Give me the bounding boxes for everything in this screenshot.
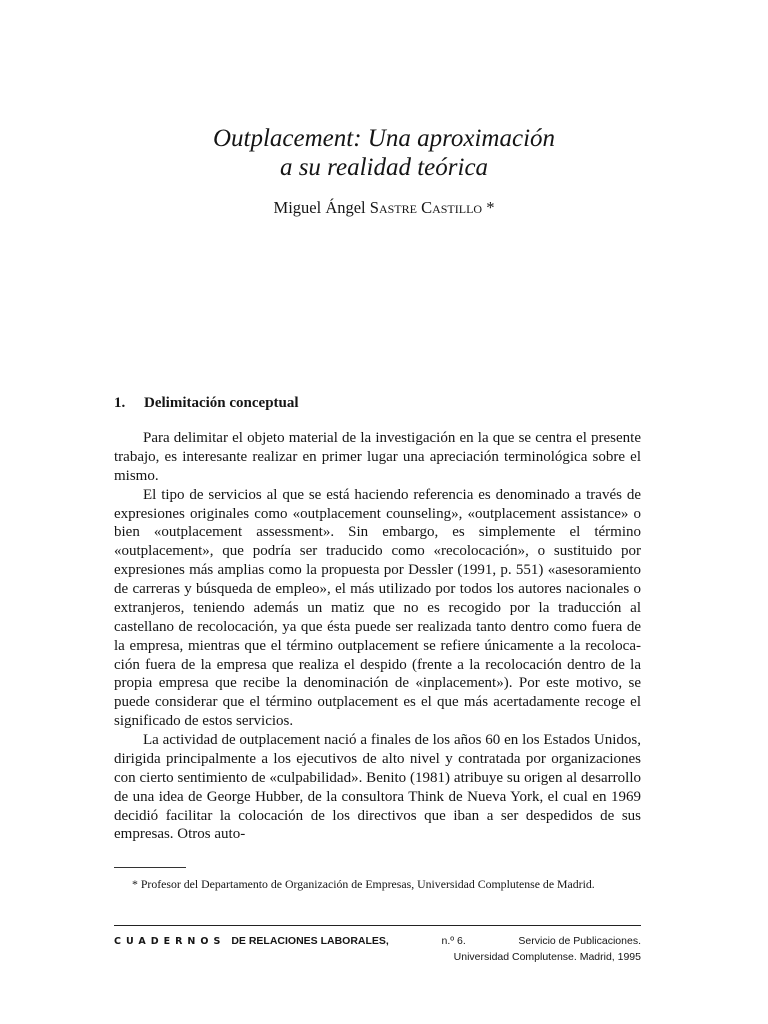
author-footnote-mark: * — [482, 198, 495, 217]
journal-issue: n.º 6. — [441, 935, 466, 947]
journal-series: DE RELACIONES LABORALES, — [231, 935, 389, 947]
footnote-mark: * — [132, 877, 138, 891]
article-title — [0, 124, 768, 182]
footer-divider — [114, 925, 641, 926]
page-footer — [114, 934, 641, 965]
body-text — [114, 429, 641, 844]
section-title: Delimitación conceptual — [144, 395, 299, 411]
body-paragraph: Para delimitar el objeto material de la investigación en la que se centra el presente trabajo, es interesante realizar en primer lugar una apreciación terminológica sobre el mismo. — [114, 430, 641, 484]
footnote-divider — [114, 867, 186, 868]
author-surname: Sastre Castillo — [369, 198, 483, 217]
journal-brand-logo: CUADERNOS — [114, 936, 226, 947]
article-title-line-1: Outplacement: Una aproximación — [212, 125, 556, 152]
section-number: 1. — [114, 395, 126, 411]
body-paragraph: El tipo de servicios al que se está haciendo referencia es denominado a través de expresiones originales como «outplacement counseling», «outplacement assistance» o bien «outplacement assessment». Sin embargo, es simplemente el término «outplacement», que podría ser traducido como «recolocación», o sustituido por expresiones más amplias como la propuesta por Dessler (1991, p. 551) «asesoramiento de carreras y búsqueda de empleo», el más utilizado por todos los autores nacionales o extranjeros, teniendo además un matiz que no es recogido por la traducción al castellano de recolocación, ya que ésta puede ser realizada tanto dentro como fuera de la empresa, mientras que el término outplacement se refiere únicamente a la recolocación fuera de la empresa que realiza el despido (frente a la recolocación dentro de la propia empresa que recibe la denominación de «inplacement»). Por este motivo, se puede considerar que el término outplacement es el que más acertadamente recoge el significado de estos servicios. — [114, 486, 641, 730]
author-line — [0, 198, 768, 218]
body-paragraph: La actividad de outplacement nació a finales de los años 60 en los Estados Unidos, dirigida principalmente a los ejecutivos de alto nivel y contratada por organizaciones con cierto sentimiento de «culpabilidad». Benito (1981) atribuye su origen al desarrollo de una idea de George Hubber, de la consultora Think de Nueva York, el cual en 1969 decidió facilitar la colocación de los directivos que iban a ser despedidos de sus empresas. Otros auto- — [114, 732, 641, 843]
publisher-line-2: Universidad Complutense. Madrid, 1995 — [453, 950, 641, 963]
footnote-text: Profesor del Departamento de Organización de Empresas, Universidad Complutense de Madrid. — [140, 877, 595, 891]
author-given-names: Miguel Ángel — [273, 198, 370, 217]
section-heading — [114, 395, 299, 412]
publisher-line-1: Servicio de Publicaciones. — [518, 935, 641, 947]
footnote — [114, 877, 641, 892]
article-title-line-2: a su realidad teórica — [279, 154, 489, 181]
